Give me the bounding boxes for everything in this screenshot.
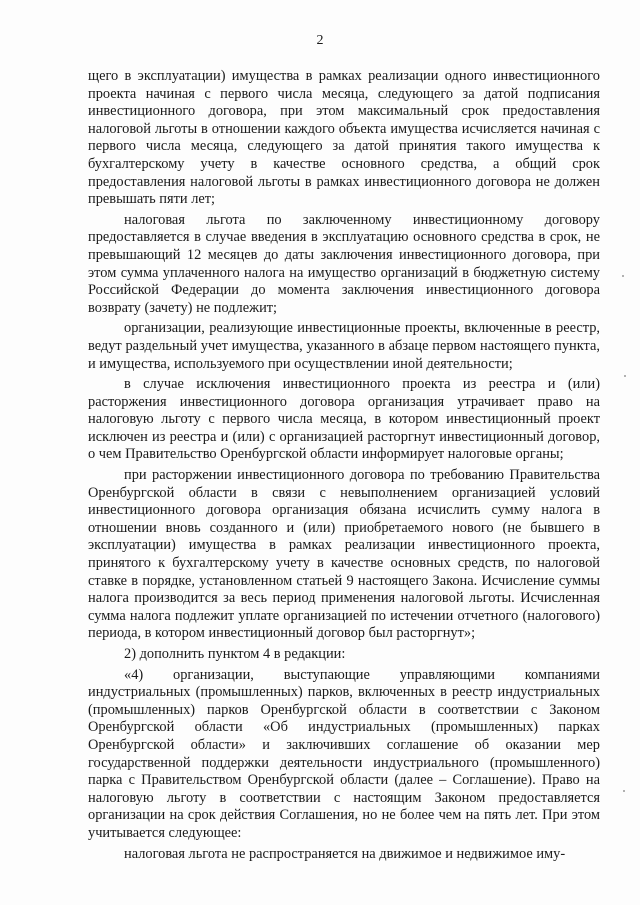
scan-speck xyxy=(624,375,626,377)
paragraph: 2) дополнить пунктом 4 в редакции: xyxy=(124,646,346,662)
paragraph: в случае исключения инвестиционного проекта из реестра и (или) расторжения инвестиционного договора организация утрачивает право на налоговую льготу с первого числа месяца, в котором инвестиционный проект исключен из реестра и (или) с организацией расторгнут инвестиционный договор, о чем Правительство Оренбургской области информирует налоговые органы; xyxy=(88,376,600,463)
document-body xyxy=(88,68,600,863)
paragraph: организации, реализующие инвестиционные проекты, включенные в реестр, ведут раздельный учет имущества, указанного в абзаце первом настоящего пункта, и имущества, используемого при осуществлении иной деятельности; xyxy=(88,320,600,372)
scan-speck xyxy=(623,790,625,792)
scan-speck xyxy=(622,275,624,277)
paragraph: налоговая льгота не распространяется на движимое и недвижимое иму- xyxy=(124,845,566,862)
paragraph: при расторжении инвестиционного договора по требованию Правительства Оренбургской области в связи с невыполнением организацией условий инвестиционного договора организация обязана исчислить сумму налога в отношении вновь созданного и (или) приобретаемого нового (не бывшего в эксплуатации) имущества в рамках реализации инвестиционного проекта, принятого к бухгалтерскому учету в качестве основных средств, по налоговой ставке в порядке, установленном статьей 9 настоящего Закона. Исчисление суммы налога производится за весь период применения налоговой льготы. Исчисленная сумма налога подлежит уплате организацией по истечении отчетного (налогового) периода, в котором инвестиционный договор был расторгнут»; xyxy=(88,467,600,642)
paragraph: налоговая льгота по заключенному инвестиционному договору предоставляется в случае введения в эксплуатацию основного средства в срок, не превышающий 12 месяцев до даты заключения инвестиционного договора, при этом сумма уплаченного налога на имущество организаций в бюджетную систему Российской Федерации до момента заключения инвестиционного договора возврату (зачету) не подлежит; xyxy=(88,211,600,316)
paragraph: щего в эксплуатации) имущества в рамках реализации одного инвестиционного проекта начиная с первого числа месяца, следующего за датой подписания инвестиционного договора, при этом максимальный срок предоставления налоговой льготы в отношении каждого объекта имущества исчисляется начиная с первого числа месяца, следующего за датой принятия такого имущества к бухгалтерскому учету в качестве основного средства, а общий срок предоставления налоговой льготы в рамках инвестиционного договора не должен превышать пяти лет; xyxy=(88,68,600,208)
paragraph: «4) организации, выступающие управляющими компаниями индустриальных (промышленных) парков, включенных в реестр индустриальных (промышленных) парков Оренбургской области в соответствии с Законом Оренбургской области «Об индустриальных (промышленных) парках Оренбургской области» и заключивших соглашение об оказании мер государственной поддержки деятельности индустриального (промышленного) парка с Правительством Оренбургской области (далее – Соглашение). Право на налоговую льготу в соответствии с настоящим Законом предоставляется организации на срок действия Соглашения, но не более чем на пять лет. При этом учитывается следующее: xyxy=(88,666,600,841)
page-number: 2 xyxy=(316,33,324,48)
